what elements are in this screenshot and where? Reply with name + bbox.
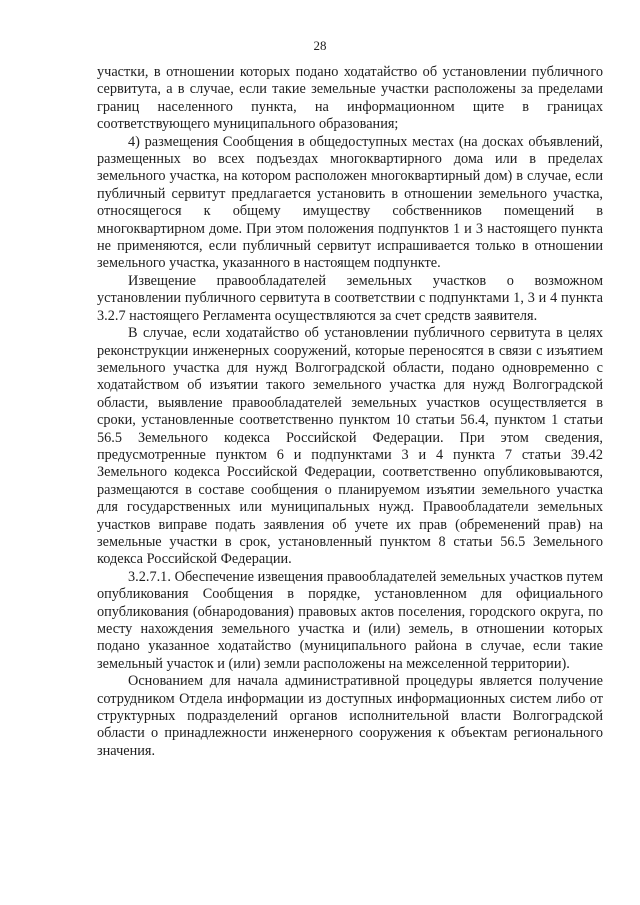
paragraph-reconstruction-case: В случае, если ходатайство об установлении публичного сервитута в целях реконструкции инженерных сооружений, которые переносятся в связи с изъятием земельного участка для нужд Волгоградской области, подано одновременно с ходатайством об изъятии такого земельного участка для нужд Волгоградской области, выявление правообладателей земельных участков осуществляется в сроки, установленные соответственно пунктом 10 статьи 56.4, пунктом 1 статьи 56.5 Земельного кодекса Российской Федерации. При этом сведения, предусмотренные пунктом 6 и подпунктами 3 и 4 пункта 7 статьи 39.42 Земельного кодекса Российской Федерации, соответственно опубликовываются, размещаются в составе сообщения о планируемом изъятии земельного участка для государственных или муниципальных нужд. Правообладатели земельных участков виправе подать заявления об учете их прав (обременений прав) на земельные участки в срок, установленный пунктом 8 статьи 56.5 Земельного кодекса Российской Федерации. xyxy=(97,325,603,568)
paragraph-procedure-basis: Основанием для начала административной процедуры является получение сотрудником Отдела информации из доступных информационных систем либо от структурных подразделений органов исполнительной власти Волгоградской области о принадлежности инженерного сооружения к объектам регионального значения. xyxy=(97,673,603,759)
paragraph-3-2-7-1: 3.2.7.1. Обеспечение извещения правообладателей земельных участков путем опубликования Сообщения в порядке, установленном для официального опубликования (обнародования) правовых актов поселения, городского округа, по месту нахождения земельного участка и (или) земель, в отношении которых подано указанное ходатайство (муниципального района в случае, если такие земельный участок и (или) земли расположены на межселенной территории). xyxy=(97,568,603,672)
document-body xyxy=(97,64,603,760)
page-number: 28 xyxy=(313,38,327,53)
paragraph-item-4: 4) размещения Сообщения в общедоступных местах (на досках объявлений, размещенных во всех подъездах многоквартирного дома или в пределах земельного участка, на котором расположен многоквартирный дом) в случае, если публичный сервитут предлагается установить в отношении земельного участка, относящегося к общему имуществу собственников помещений в многоквартирном доме. При этом положения подпунктов 1 и 3 настоящего пункта не применяются, если публичный сервитут испрашивается только в отношении земельного участка, указанного в настоящем подпункте. xyxy=(97,133,603,272)
paragraph-notification-costs: Извещение правообладателей земельных участков о возможном установлении публичного сервитута в соответствии с подпунктами 1, 3 и 4 пункта 3.2.7 настоящего Регламента осуществляются за счет средств заявителя. xyxy=(97,272,603,324)
paragraph-continuation: участки, в отношении которых подано ходатайство об установлении публичного сервитута, а в случае, если такие земельные участки расположены за пределами границ населенного пункта, на информационном щите в границах соответствующего муниципального образования; xyxy=(97,64,603,133)
